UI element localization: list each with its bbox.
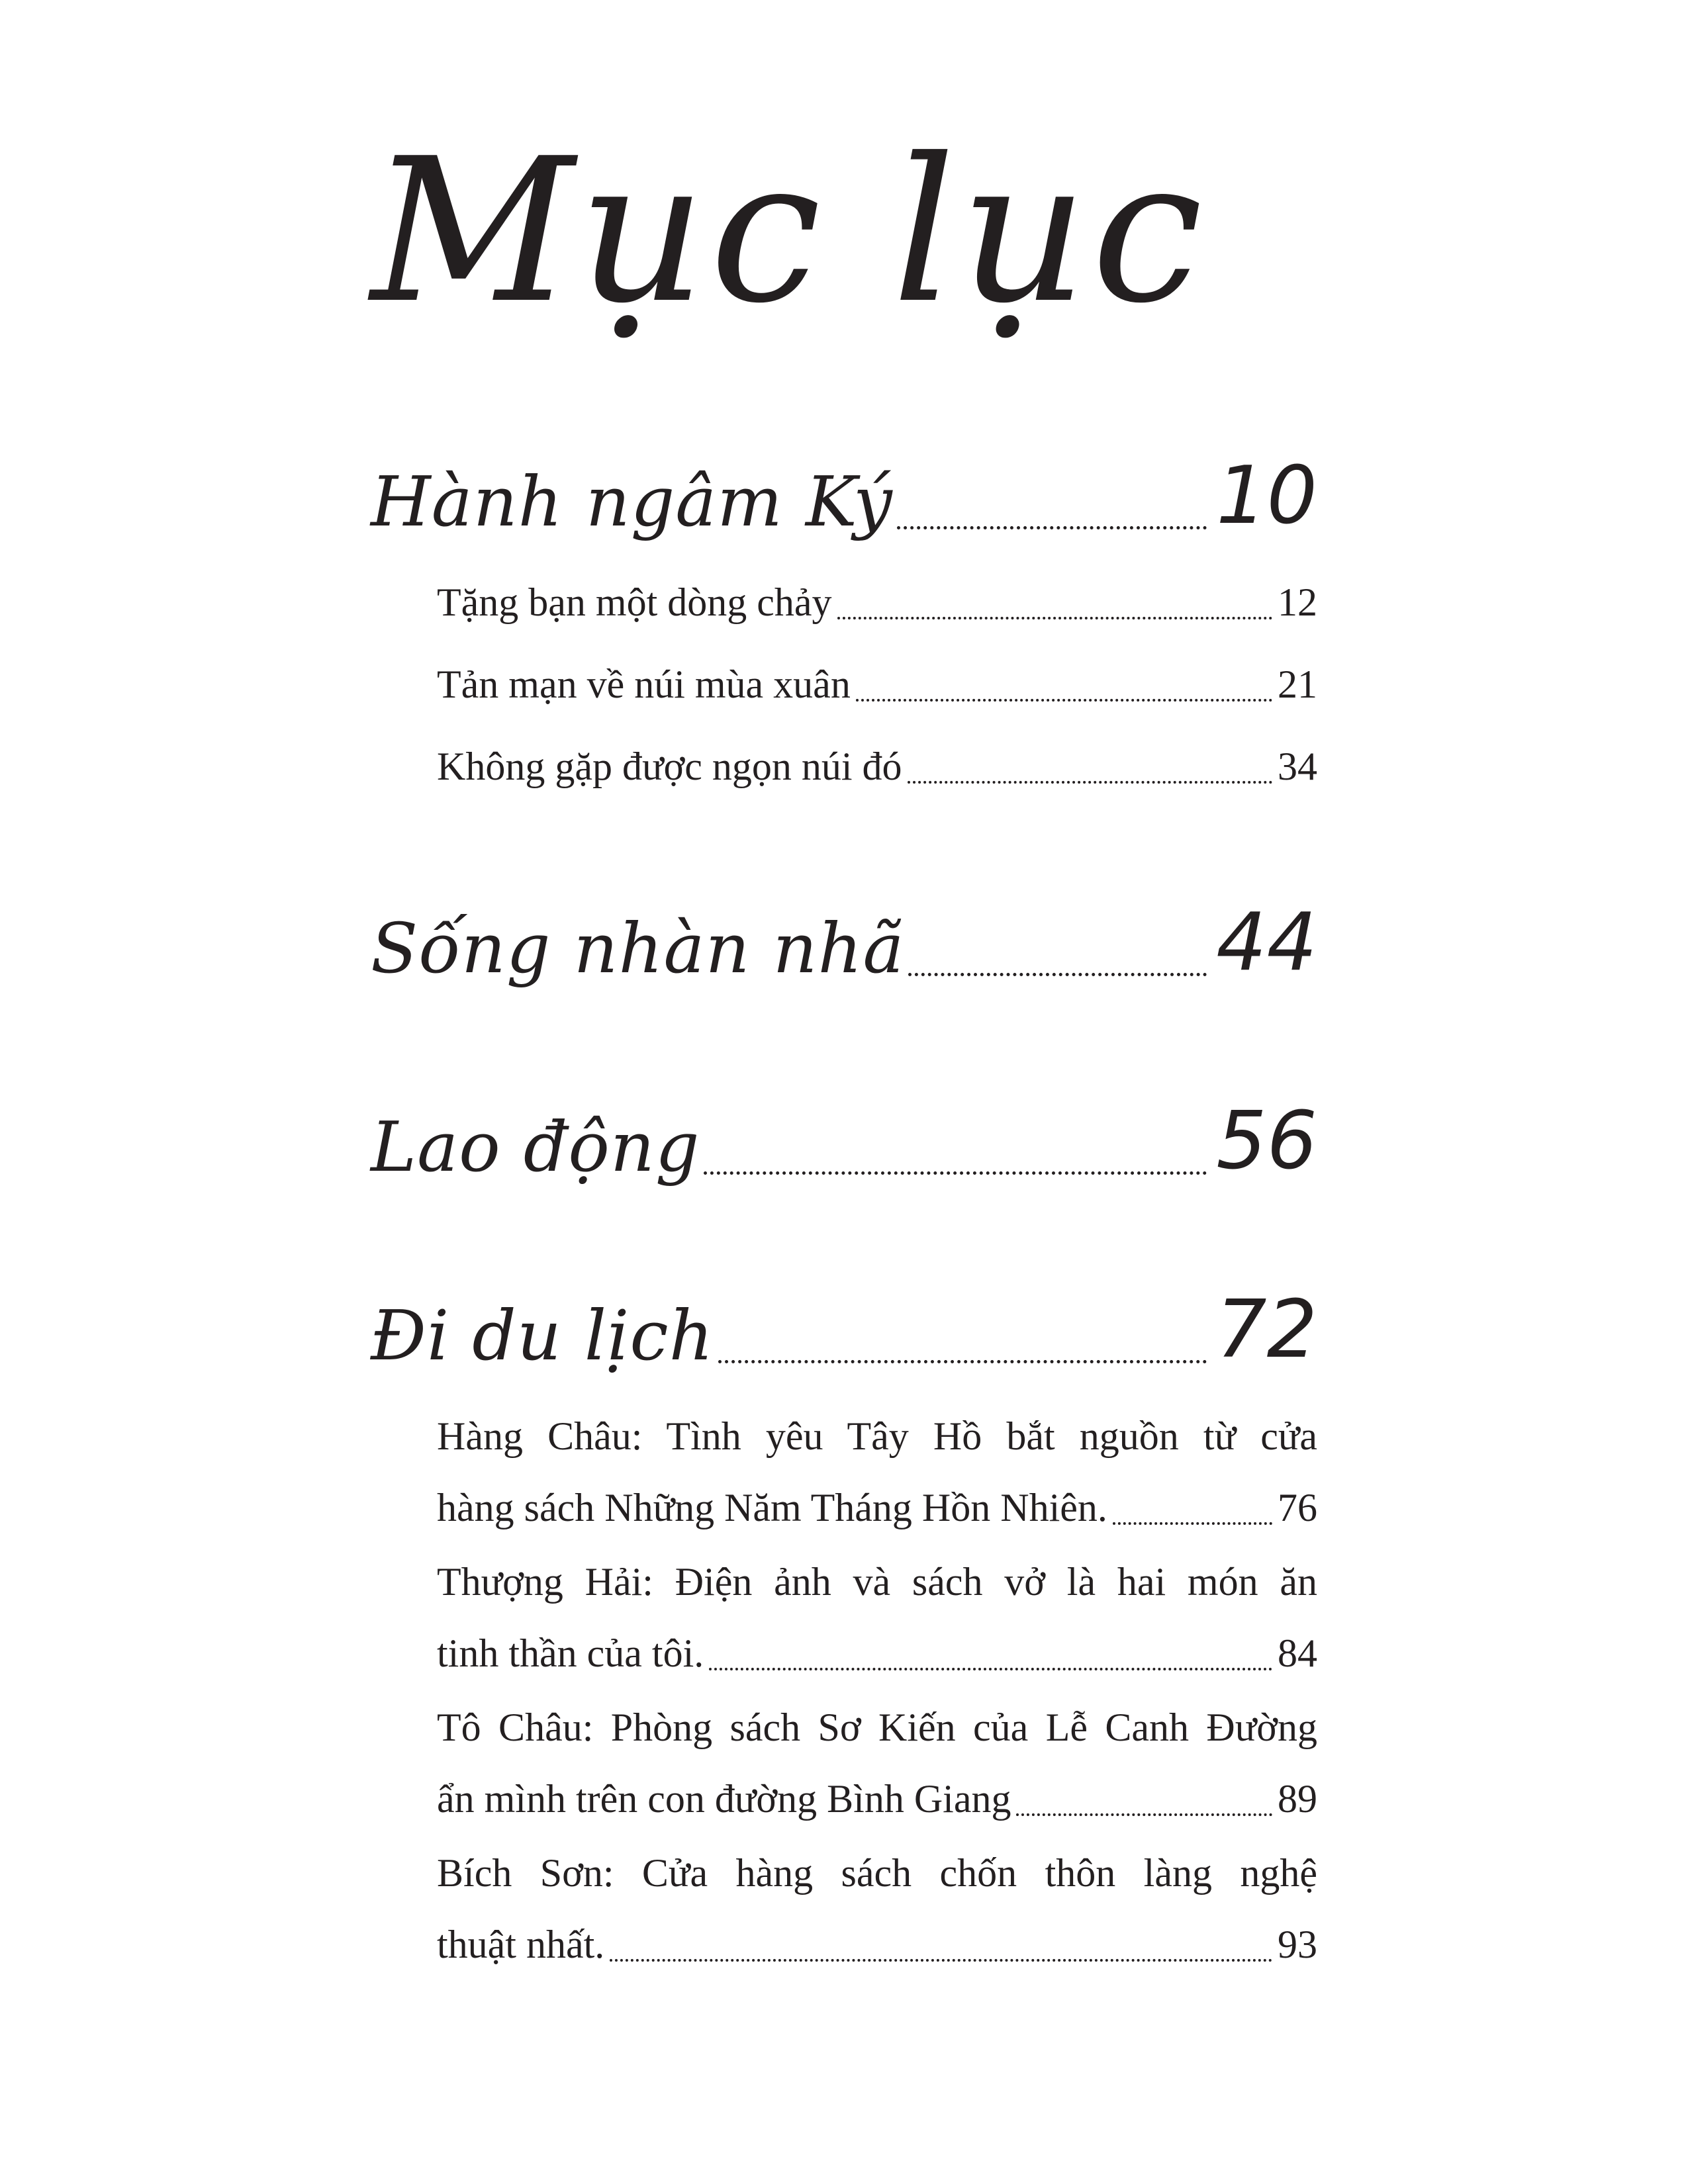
toc-entry[interactable]: [437, 1546, 1317, 1689]
entry-title: Tản mạn về núi mùa xuân: [437, 662, 851, 706]
entry-page-number: 93: [1278, 1923, 1317, 1966]
dot-leader: [908, 781, 1272, 784]
dot-leader: [718, 1360, 1207, 1363]
dot-leader: [856, 699, 1272, 702]
section-title: Sống nhàn nhã: [371, 908, 905, 989]
toc-entry[interactable]: [437, 731, 1317, 802]
entry-title: Tặng bạn một dòng chảy: [437, 580, 832, 624]
entry-page-number: 84: [1278, 1631, 1317, 1675]
entry-title-line: Thượng Hải: Điện ảnh và sách vở là hai món ăn: [437, 1560, 1317, 1604]
dot-leader: [897, 526, 1207, 529]
section-page-number: 72: [1216, 1284, 1317, 1376]
entry-page-number: 34: [1278, 745, 1317, 788]
section-title: Lao động: [371, 1107, 700, 1187]
entry-page-number: 12: [1278, 580, 1317, 624]
entry-title-line: Tô Châu: Phòng sách Sơ Kiến của Lễ Canh Đường: [437, 1706, 1317, 1749]
toc-entry[interactable]: [437, 1837, 1317, 1980]
dot-leader: [709, 1668, 1272, 1670]
toc-entry[interactable]: [437, 649, 1317, 720]
toc-entry[interactable]: [437, 1400, 1317, 1543]
section-title: Hành ngâm Ký: [371, 461, 893, 542]
entry-title-line: thuật nhất.: [437, 1923, 605, 1966]
toc-section[interactable]: [371, 1284, 1317, 1376]
toc-entry[interactable]: [437, 1692, 1317, 1835]
section-page-number: 44: [1216, 897, 1317, 989]
entry-title-line: ẩn mình trên con đường Bình Giang: [437, 1777, 1011, 1821]
toc-section[interactable]: [371, 450, 1317, 542]
dot-leader: [908, 973, 1207, 976]
dot-leader: [1016, 1813, 1272, 1816]
dot-leader: [1113, 1522, 1272, 1525]
entry-page-number: 76: [1278, 1486, 1317, 1529]
entry-page-number: 21: [1278, 662, 1317, 706]
section-page-number: 10: [1216, 450, 1317, 542]
toc-section[interactable]: [371, 1095, 1317, 1187]
entry-title: Không gặp được ngọn núi đó: [437, 745, 902, 788]
section-page-number: 56: [1216, 1095, 1317, 1187]
entry-title-line: hàng sách Những Năm Tháng Hồn Nhiên.: [437, 1486, 1107, 1529]
entry-page-number: 89: [1278, 1777, 1317, 1821]
dot-leader: [610, 1959, 1272, 1962]
section-title: Đi du lịch: [371, 1295, 714, 1376]
entry-title-line: Bích Sơn: Cửa hàng sách chốn thôn làng nghệ: [437, 1851, 1317, 1895]
dot-leader: [837, 617, 1272, 619]
toc-entry[interactable]: [437, 567, 1317, 638]
entry-title-line: Hàng Châu: Tình yêu Tây Hồ bắt nguồn từ cửa: [437, 1414, 1317, 1458]
page-title: Mục lục: [371, 116, 1207, 347]
toc-section[interactable]: [371, 897, 1317, 989]
dot-leader: [704, 1171, 1207, 1175]
entry-title-line: tinh thần của tôi.: [437, 1631, 704, 1675]
